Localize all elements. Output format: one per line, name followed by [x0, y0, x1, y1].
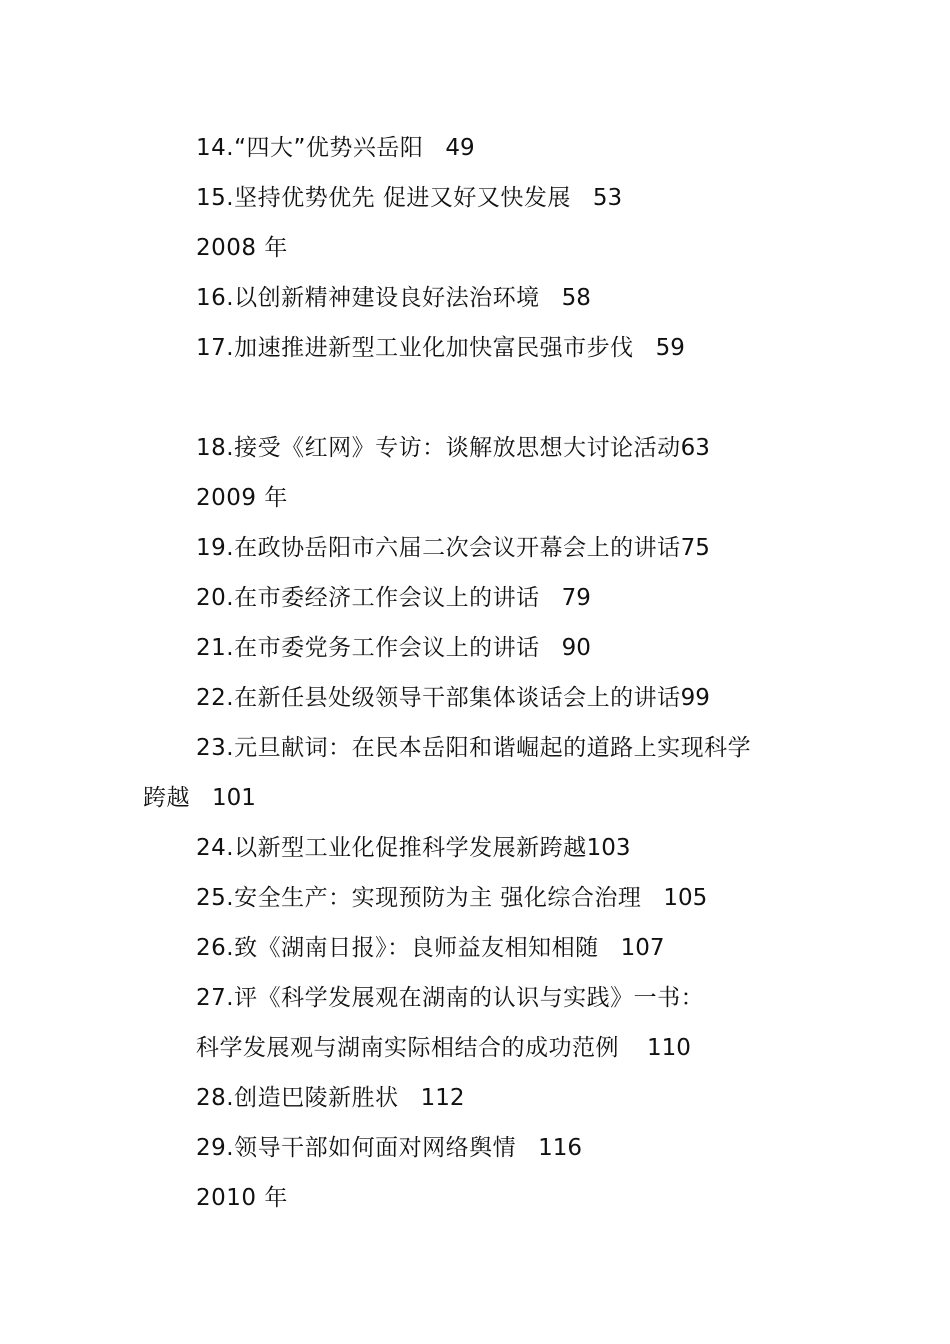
- toc-entry-title: 16.以创新精神建设良好法治环境: [196, 285, 540, 311]
- toc-entry-page: 59: [655, 335, 685, 361]
- blank-line: [0, 373, 950, 423]
- toc-entry-title: 28.创造巴陵新胜状: [196, 1085, 399, 1111]
- toc-entry-title: 19.在政协岳阳市六届二次会议开幕会上的讲话: [196, 535, 681, 561]
- toc-entry: [0, 623, 950, 673]
- toc-entry-title: 17.加速推进新型工业化加快富民强市步伐: [196, 335, 634, 361]
- toc-entry-page: 79: [561, 585, 591, 611]
- toc-year-label: 2008 年: [196, 235, 288, 261]
- toc-entry-page: 90: [561, 635, 591, 661]
- table-of-contents: [0, 123, 950, 1223]
- toc-entry-title: 20.在市委经济工作会议上的讲话: [196, 585, 540, 611]
- toc-entry-page: 103: [586, 835, 631, 861]
- toc-entry-title: 26.致《湖南日报》：良师益友相知相随: [196, 935, 599, 961]
- toc-year-heading: [0, 223, 950, 273]
- toc-year-heading: [0, 473, 950, 523]
- toc-year-label: 2010 年: [196, 1185, 288, 1211]
- toc-entry: [0, 173, 950, 223]
- toc-entry-title: 23.元旦献词：在民本岳阳和谐崛起的道路上实现科学: [196, 735, 752, 761]
- toc-entry: [0, 723, 950, 773]
- toc-year-heading: [0, 1173, 950, 1223]
- toc-entry: [0, 673, 950, 723]
- toc-entry: [0, 823, 950, 873]
- toc-entry-page: 99: [680, 685, 710, 711]
- toc-entry-title: 14.“四大”优势兴岳阳: [196, 135, 424, 161]
- toc-entry: [0, 1073, 950, 1123]
- toc-entry-title: 29.领导干部如何面对网络舆情: [196, 1135, 517, 1161]
- toc-entry: [0, 1023, 950, 1073]
- toc-year-label: 2009 年: [196, 485, 288, 511]
- toc-entry-page: 58: [561, 285, 591, 311]
- toc-entry: [0, 923, 950, 973]
- toc-entry-title: 25.安全生产：实现预防为主 强化综合治理: [196, 885, 642, 911]
- toc-entry: [0, 273, 950, 323]
- toc-entry-title: 跨越: [143, 785, 190, 811]
- toc-entry: [0, 973, 950, 1023]
- toc-entry-page: 101: [212, 785, 256, 811]
- toc-entry: [0, 573, 950, 623]
- toc-entry-title: 22.在新任县处级领导干部集体谈话会上的讲话: [196, 685, 681, 711]
- toc-entry: [0, 423, 950, 473]
- toc-entry-title: 科学发展观与湖南实际相结合的成功范例: [196, 1035, 619, 1061]
- toc-entry: [0, 1123, 950, 1173]
- toc-entry: [0, 323, 950, 373]
- toc-entry-title: 18.接受《红网》专访：谈解放思想大讨论活动: [196, 435, 681, 461]
- toc-entry: [0, 873, 950, 923]
- toc-entry-page: 107: [620, 935, 665, 961]
- toc-entry-page: 112: [420, 1085, 465, 1111]
- toc-entry-title: 21.在市委党务工作会议上的讲话: [196, 635, 540, 661]
- toc-entry-page: 116: [538, 1135, 582, 1161]
- toc-entry-page: 63: [680, 435, 710, 461]
- toc-entry-title: 15.坚持优势优先 促进又好又快发展: [196, 185, 571, 211]
- toc-entry-title: 24.以新型工业化促推科学发展新跨越: [196, 835, 587, 861]
- toc-entry-page: 49: [445, 135, 475, 161]
- toc-entry: [0, 523, 950, 573]
- toc-entry-title: 27.评《科学发展观在湖南的认识与实践》一书：: [196, 985, 705, 1011]
- toc-entry-continuation: [0, 773, 950, 823]
- toc-entry-page: 110: [647, 1035, 691, 1061]
- toc-entry: [0, 123, 950, 173]
- toc-entry-page: 105: [663, 885, 708, 911]
- toc-entry-page: 75: [680, 535, 710, 561]
- toc-entry-page: 53: [592, 185, 623, 211]
